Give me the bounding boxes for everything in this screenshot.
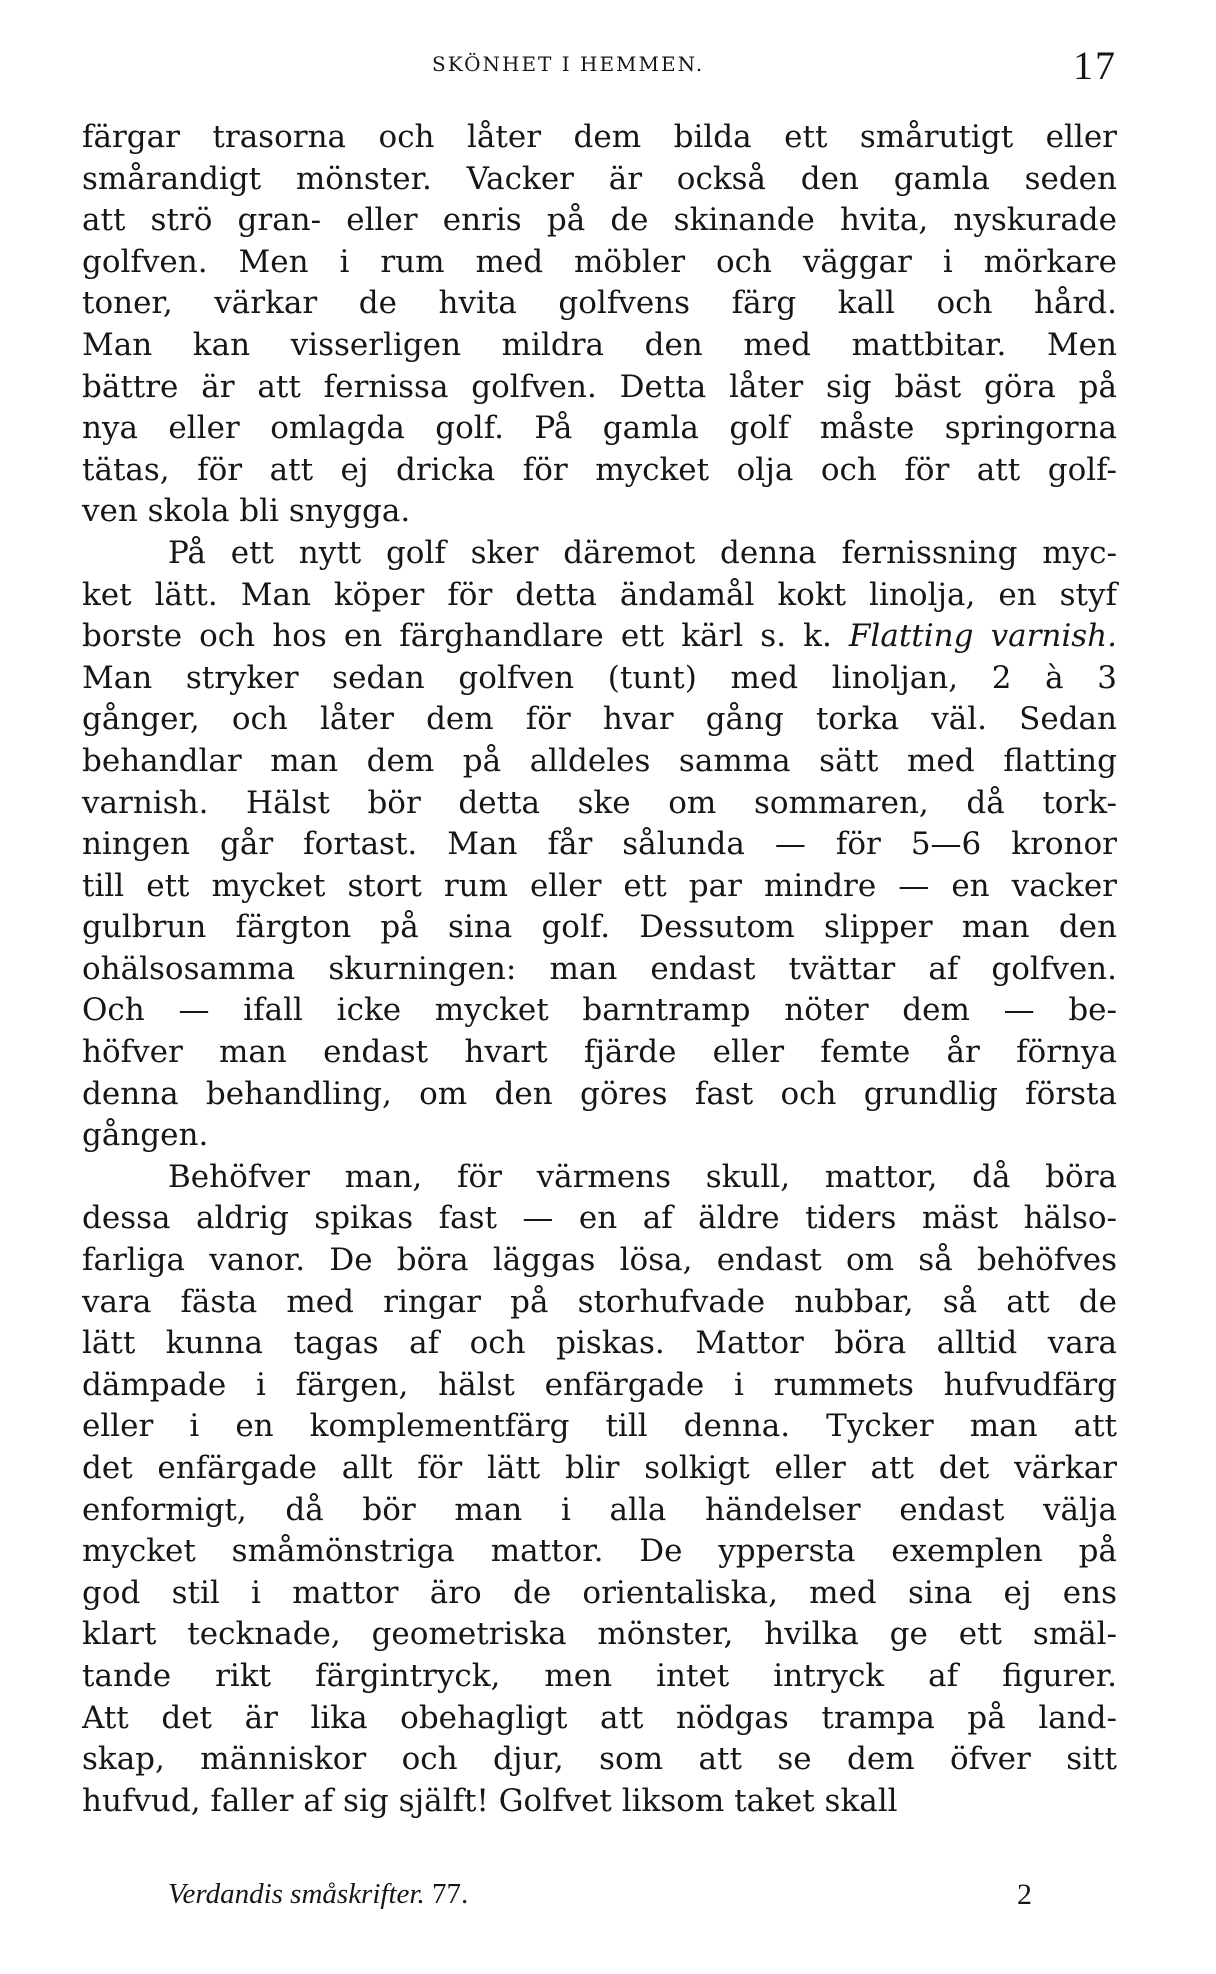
text-line: Man kan visserligen mildra den med mattbitar. Men [82,326,1117,363]
signature-mark: 2 [1017,1878,1032,1911]
text-line: farliga vanor. De böra läggas lösa, endast om så behöfves [82,1242,1117,1279]
text-line: dessa aldrig spikas fast — en af äldre tiders mäst hälso- [82,1200,1117,1237]
text-line: tande rikt färgintryck, men intet intryck af figurer. [82,1657,1117,1694]
text-line: ket lätt. Man köper för detta ändamål kokt linolja, en styf [82,576,1117,613]
paragraph [82,117,1117,533]
text-line: behandlar man dem på alldeles samma sätt med flatting [82,742,1117,779]
text-line: ohälsosamma skurningen: man endast tvättar af golfven. [82,950,1117,987]
text-line: Att det är lika obehagligt att nödgas trampa på land- [82,1699,1117,1736]
text-line: nya eller omlagda golf. På gamla golf måste springorna [82,410,1117,447]
text-line: klart tecknade, geometriska mönster, hvilka ge ett smäl- [82,1616,1117,1653]
text-line: toner, värkar de hvita golfvens färg kall och hård. [82,285,1117,322]
text-line: gånger, och låter dem för hvar gång torka väl. Sedan [82,701,1117,738]
running-title: SKÖNHET I HEMMEN. [432,52,705,76]
series-number: 77. [431,1878,469,1910]
text-line: tätas, för att ej dricka för mycket olja och för att golf- [82,451,1117,488]
paragraph [82,1157,1117,1823]
text-line: vara fästa med ringar på storhufvade nubbar, så att de [82,1283,1117,1320]
text-line: att strö gran- eller enris på de skinande hvita, nyskurade [82,202,1117,239]
text-line: höfver man endast hvart fjärde eller femte år förnya [82,1034,1117,1071]
paragraph [82,533,1117,1157]
text-line: borste och hos en färghandlare ett kärl s. k. Flatting varnish. [82,618,1117,655]
text-line: Man stryker sedan golfven (tunt) med linoljan, 2 à 3 [82,659,1117,696]
page-header [82,42,1117,102]
text-line: bättre är att fernissa golfven. Detta låter sig bäst göra på [82,368,1117,405]
text-line: varnish. Hälst bör detta ske om sommaren, då tork- [82,784,1117,821]
text-line: det enfärgade allt för lätt blir solkigt eller att det värkar [82,1450,1117,1486]
text-line: dämpade i färgen, hälst enfärgade i rummets hufvudfärg [82,1366,1117,1403]
series-info [168,1878,468,1911]
text-line: god stil i mattor äro de orientaliska, med sina ej ens [82,1574,1117,1611]
text-line: smårandigt mönster. Vacker är också den gamla seden [82,160,1117,197]
text-line: eller i en komplementfärg till denna. Tycker man att [82,1408,1117,1445]
text-line: gulbrun färgton på sina golf. Dessutom slipper man den [82,909,1117,946]
text-line: gången. [82,1117,209,1154]
text-line: Och — ifall icke mycket barntramp nöter dem — be- [82,992,1117,1029]
text-line: mycket småmönstriga mattor. De yppersta exemplen på [82,1533,1117,1570]
text-line: lätt kunna tagas af och piskas. Mattor böra alltid vara [82,1325,1117,1362]
page-footer [82,1878,1117,1928]
text-line: denna behandling, om den göres fast och grundlig första [82,1075,1117,1112]
text-line: till ett mycket stort rum eller ett par mindre — en vacker [82,867,1117,904]
italic-term: Flatting varnish. [848,618,1117,655]
text-line: Behöfver man, för värmens skull, mattor, då böra [168,1158,1117,1195]
text-line: golfven. Men i rum med möbler och väggar i mörkare [82,243,1117,280]
text-line: hufvud, faller af sig själft! Golfvet liksom taket skall [82,1782,898,1819]
text-line: ven skola bli snygga. [82,493,411,530]
text-line: enformigt, då bör man i alla händelser endast välja [82,1491,1117,1528]
series-title: Verdandis småskrifter. [168,1878,425,1910]
page-number: 17 [1073,43,1117,88]
text-line: ningen går fortast. Man får sålunda — för 5—6 kronor [82,826,1117,863]
body-text [82,117,1117,1822]
text-line: skap, människor och djur, som att se dem öfver sitt [82,1741,1117,1778]
text-line: färgar trasorna och låter dem bilda ett smårutigt eller [82,119,1117,155]
text-line: På ett nytt golf sker däremot denna fernissning myc- [168,534,1117,571]
